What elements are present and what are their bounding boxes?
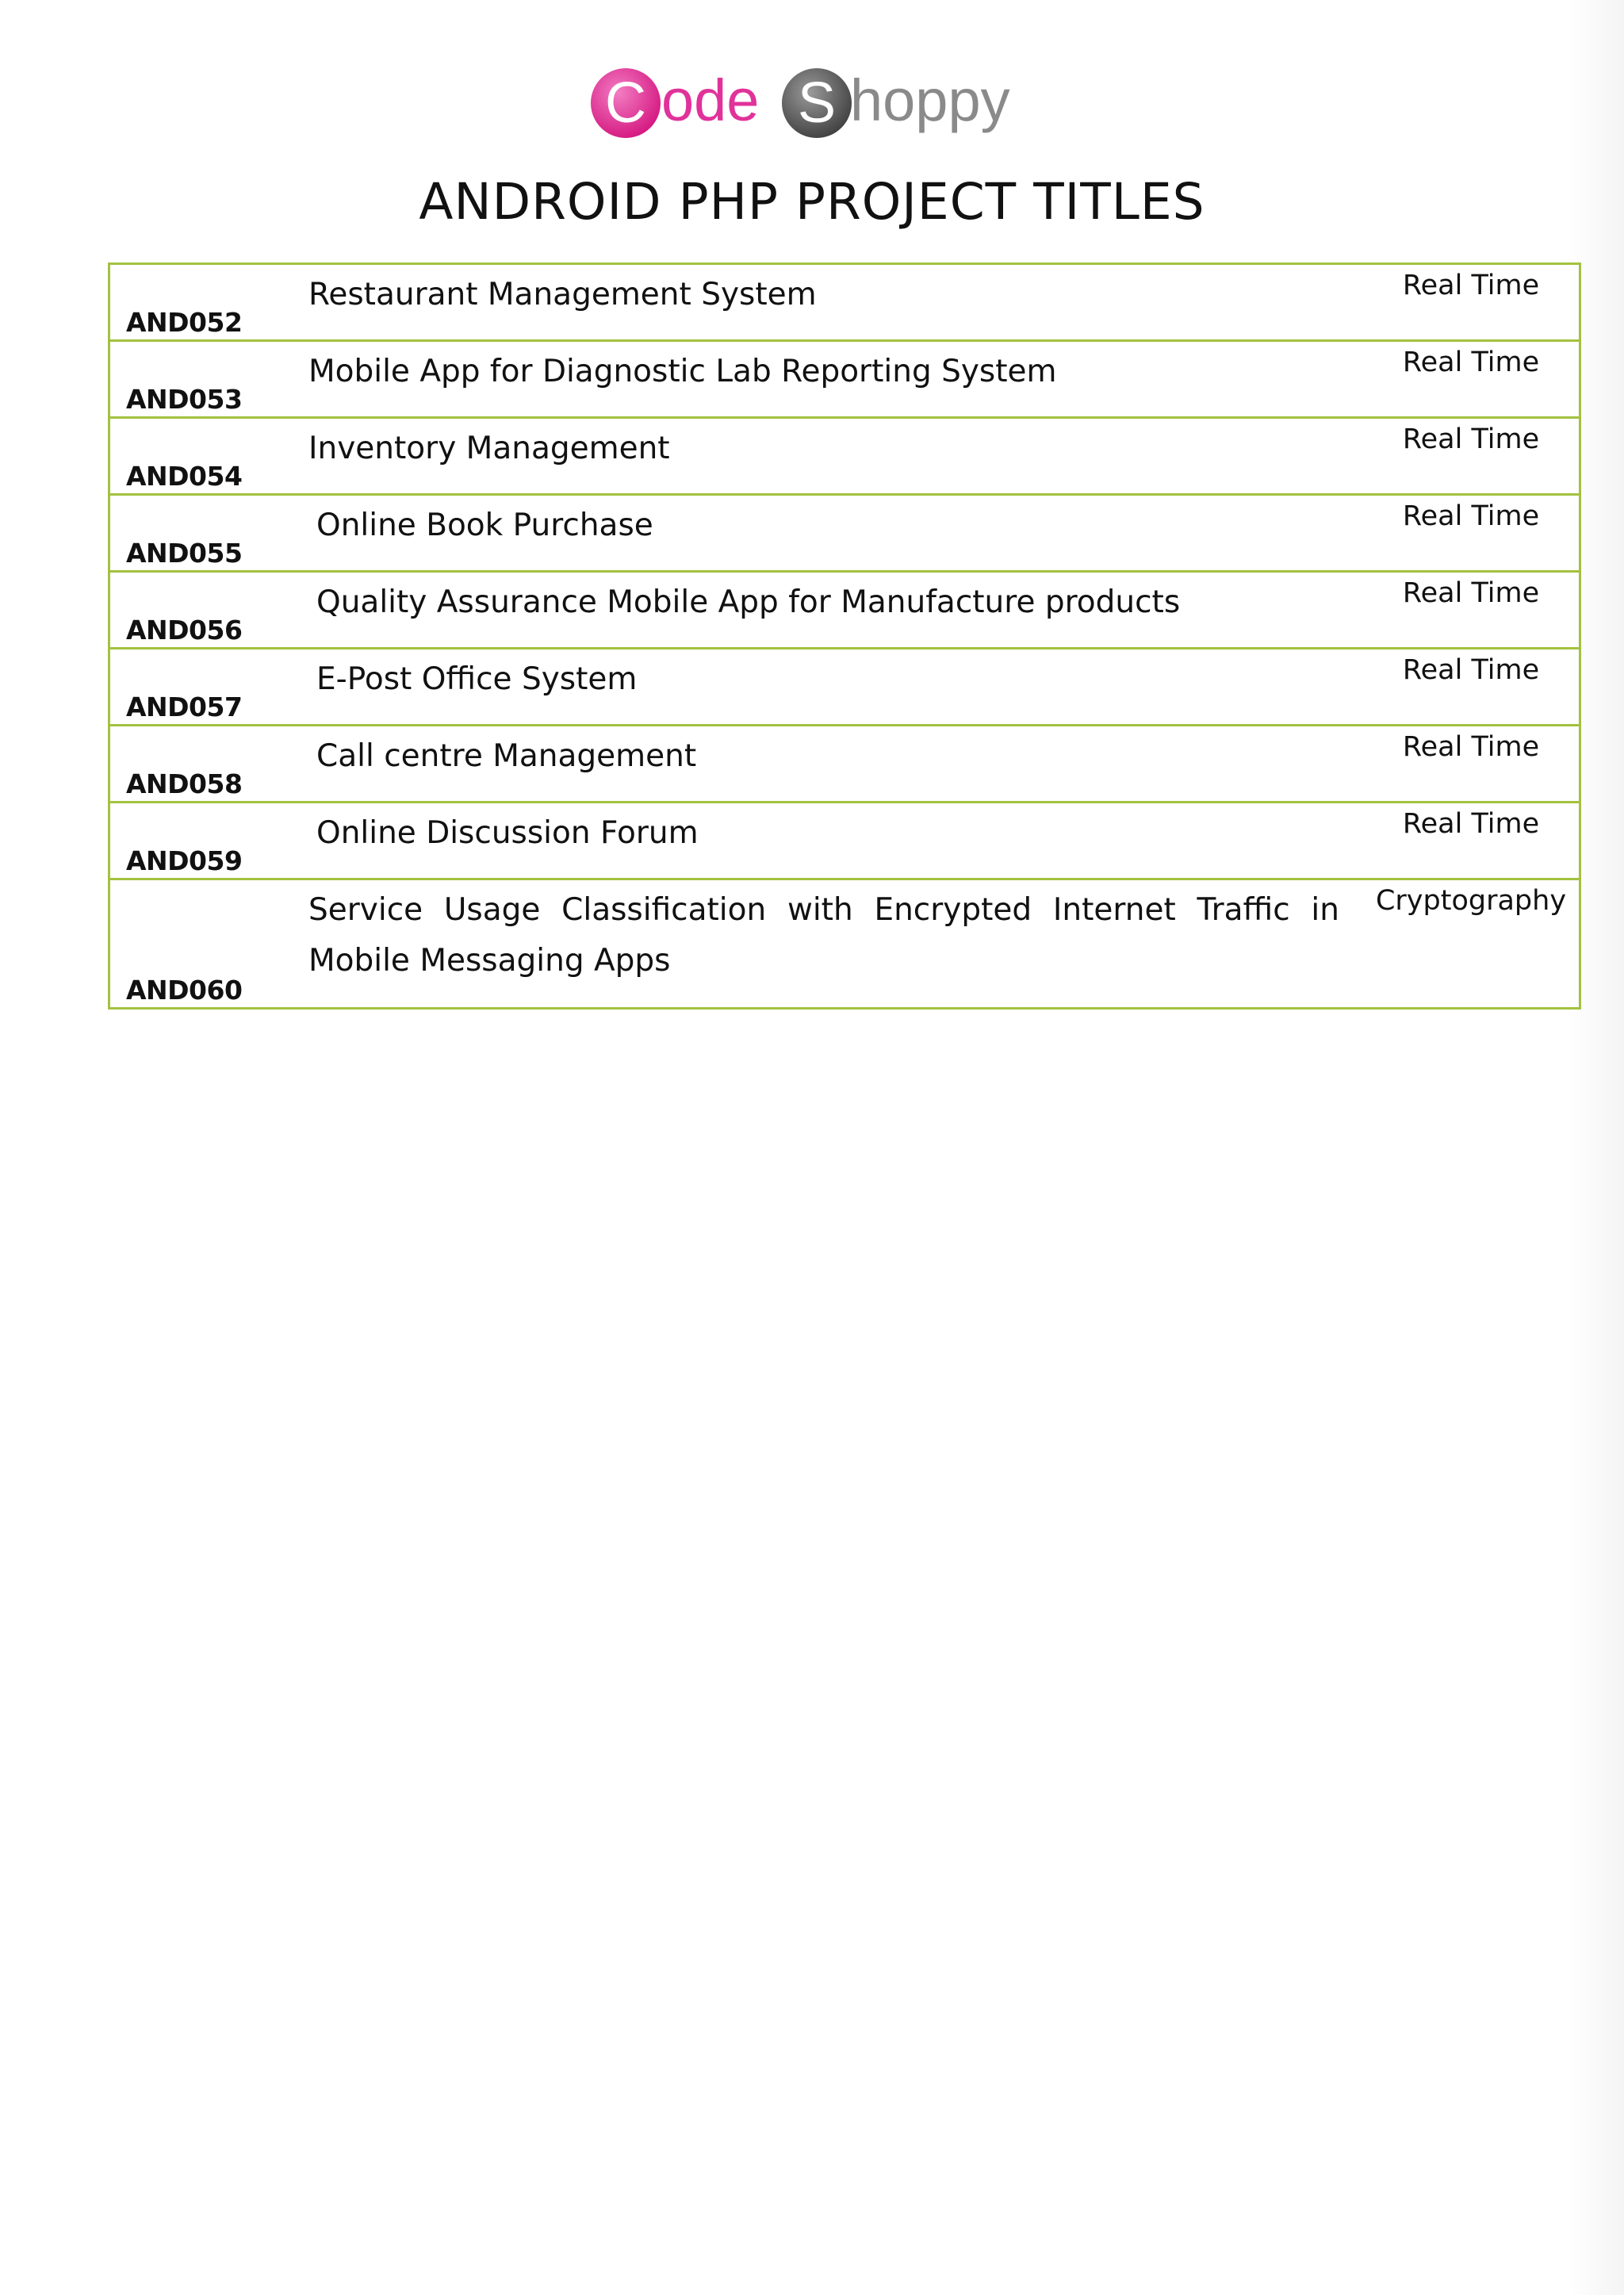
project-title: E-Post Office System — [316, 661, 638, 697]
project-title: Service Usage Classification with Encrypted Internet Traffic in Mobile Messaging Apps — [308, 892, 1339, 979]
project-code-cell — [109, 879, 293, 1009]
project-title: Online Discussion Forum — [316, 815, 699, 851]
project-title: Call centre Management — [316, 738, 697, 774]
project-code-cell — [109, 418, 293, 495]
table-row — [109, 803, 1580, 879]
logo-hoppy-text: hoppy — [850, 67, 1010, 133]
table-row — [109, 649, 1580, 726]
project-code: AND057 — [126, 692, 243, 722]
project-code-cell — [109, 572, 293, 649]
project-code: AND059 — [126, 845, 243, 876]
project-code: AND053 — [126, 384, 243, 415]
project-category-cell — [1363, 418, 1580, 495]
project-code-cell — [109, 341, 293, 418]
project-code-cell — [109, 649, 293, 726]
project-category-cell — [1363, 879, 1580, 1009]
project-title-cell — [293, 495, 1363, 572]
project-category-cell — [1363, 726, 1580, 803]
project-title-cell — [293, 264, 1363, 341]
project-category: Real Time — [1402, 270, 1540, 301]
project-title-cell — [293, 726, 1363, 803]
project-code-cell — [109, 495, 293, 572]
project-category-cell — [1363, 495, 1580, 572]
project-title: Restaurant Management System — [308, 277, 817, 312]
project-title-cell — [293, 418, 1363, 495]
project-category-cell — [1363, 572, 1580, 649]
project-title: Mobile App for Diagnostic Lab Reporting System — [308, 354, 1057, 389]
project-category: Real Time — [1402, 347, 1540, 378]
table-row — [109, 264, 1580, 341]
project-code: AND060 — [126, 975, 243, 1006]
project-category: Cryptography — [1375, 885, 1567, 917]
project-title-cell — [293, 572, 1363, 649]
project-title: Quality Assurance Mobile App for Manufacture products — [316, 584, 1181, 620]
project-category-cell — [1363, 341, 1580, 418]
project-category: Real Time — [1402, 808, 1540, 840]
project-category: Real Time — [1402, 423, 1540, 455]
project-title-cell — [293, 879, 1363, 1009]
logo-c-letter: C — [605, 71, 646, 135]
project-category: Real Time — [1402, 654, 1540, 686]
document-title: ANDROID PHP PROJECT TITLES — [419, 173, 1205, 231]
project-code-cell — [109, 264, 293, 341]
project-title-cell — [293, 341, 1363, 418]
project-code: AND055 — [126, 538, 243, 569]
table-row — [109, 726, 1580, 803]
project-category-cell — [1363, 649, 1580, 726]
project-category-cell — [1363, 264, 1580, 341]
table-row — [109, 341, 1580, 418]
project-title: Online Book Purchase — [316, 508, 653, 543]
project-category-cell — [1363, 803, 1580, 879]
project-code: AND054 — [126, 461, 243, 492]
project-code: AND058 — [126, 768, 243, 799]
project-category: Real Time — [1402, 577, 1540, 609]
table-row — [109, 418, 1580, 495]
project-category: Real Time — [1402, 731, 1540, 763]
logo-ode-text: ode — [661, 67, 760, 133]
project-code-cell — [109, 803, 293, 879]
table-row — [109, 495, 1580, 572]
project-title: Inventory Management — [308, 431, 670, 466]
project-category: Real Time — [1402, 500, 1540, 532]
project-table — [108, 262, 1581, 1010]
project-code-cell — [109, 726, 293, 803]
project-title-cell — [293, 803, 1363, 879]
project-code: AND056 — [126, 615, 243, 646]
table-row — [109, 572, 1580, 649]
codeshoppy-logo — [588, 62, 1032, 146]
project-title-cell — [293, 649, 1363, 726]
project-code: AND052 — [126, 307, 243, 338]
logo-s-letter: S — [797, 71, 837, 135]
table-row — [109, 879, 1580, 1009]
